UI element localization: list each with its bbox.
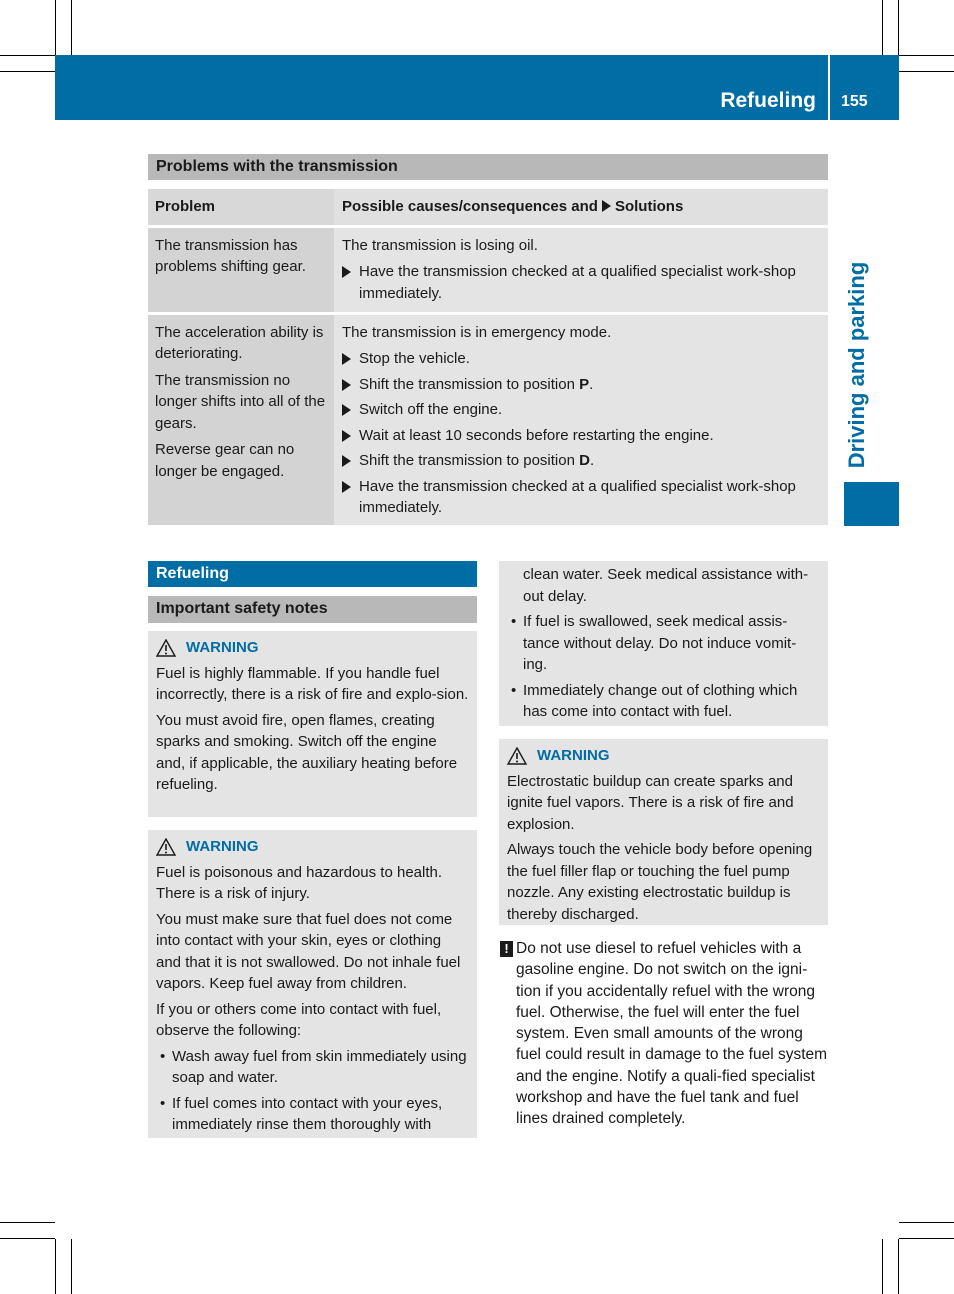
warning-header xyxy=(156,637,469,659)
page-number-box xyxy=(830,55,899,120)
transmission-table xyxy=(148,189,828,525)
warning-text: You must make sure that fuel does not come into contact with your skin, eyes or clothing and that it is not swallowed. Do not inhale fuel vapors. Keep fuel away from children. xyxy=(156,910,461,992)
subsection-title-safety: Important safety notes xyxy=(148,596,477,623)
step-text: Shift the transmission to position xyxy=(359,375,580,393)
arrow-right-icon xyxy=(342,430,351,442)
note-block xyxy=(499,938,829,1130)
warning-icon xyxy=(156,838,176,856)
warning-text: Fuel is poisonous and hazardous to health. There is a risk of injury. xyxy=(156,863,443,902)
page-number: 155 xyxy=(841,93,868,110)
side-tab-marker xyxy=(844,482,899,526)
warning-label: WARNING xyxy=(537,747,610,764)
crop-mark xyxy=(71,0,72,55)
step-text: Stop the vehicle. xyxy=(359,350,470,367)
step-item xyxy=(342,450,820,472)
crop-mark xyxy=(898,1239,899,1294)
warning-box xyxy=(148,631,477,817)
warning-icon xyxy=(156,639,176,657)
crop-mark xyxy=(0,1238,55,1239)
header-title: Refueling xyxy=(720,89,816,112)
crop-mark xyxy=(899,71,954,72)
crop-mark xyxy=(0,55,55,56)
step-text: Have the transmission checked at a qualified specialist work-shop immediately. xyxy=(359,263,796,302)
step-item xyxy=(342,425,820,447)
bullet-item: • If fuel comes into contact with your eyes, immediately rinse them thoroughly with xyxy=(156,1093,469,1136)
warning-text: Always touch the vehicle body before opening the fuel filler flap or touching the fuel pump nozzle. Any existing electrostatic buildup is thereby discharged. xyxy=(507,841,813,923)
solution-cell xyxy=(334,228,828,312)
crop-mark xyxy=(0,1222,55,1223)
crop-mark xyxy=(899,55,954,56)
period: . xyxy=(589,375,594,393)
problem-text: The acceleration ability is deteriorating. xyxy=(155,323,324,362)
table-row xyxy=(148,315,828,525)
table-row xyxy=(148,228,828,312)
warning-box xyxy=(499,739,828,925)
table-header-row xyxy=(148,189,828,225)
step-text: Have the transmission checked at a qualified specialist work-shop immediately. xyxy=(359,477,796,516)
header-solutions-label-b: Solutions xyxy=(614,198,684,215)
side-tab xyxy=(840,255,874,475)
crop-mark xyxy=(882,0,883,55)
crop-mark xyxy=(55,0,56,55)
warning-text: You must avoid fire, open flames, creating sparks and smoking. Switch off the engine and, if applicable, the auxiliary heating before refueling. xyxy=(156,711,458,793)
crop-mark xyxy=(899,1238,954,1239)
header-problem: Problem xyxy=(148,189,334,225)
arrow-right-icon xyxy=(342,266,351,278)
warning-header xyxy=(156,836,469,858)
header-solutions-label: Possible causes/consequences and xyxy=(342,198,598,215)
problem-text: The transmission has problems shifting gear. xyxy=(155,236,306,275)
crop-mark xyxy=(0,71,55,72)
arrow-right-icon xyxy=(342,481,351,493)
cause-text: The transmission is losing oil. xyxy=(342,236,538,254)
warning-continuation-box xyxy=(499,561,828,726)
step-text: Switch off the engine. xyxy=(359,401,503,418)
note-text: Do not use diesel to refuel vehicles with a gasoline engine. Do not switch on the igni-tion if you accidentally refuel with the wrong fuel. Otherwise, the fuel will enter the fuel system. Even small amounts of the wrong fuel could result in damage to the fuel system and the engine. Notify a quali-fied specialist workshop and have the fuel tank and fuel lines drained completely. xyxy=(516,940,828,1128)
crop-mark xyxy=(899,1222,954,1223)
step-text: Shift the transmission to position xyxy=(359,452,580,469)
step-item xyxy=(342,476,820,519)
warning-label: WARNING xyxy=(186,639,259,656)
step-item xyxy=(342,261,820,304)
position-p: P xyxy=(579,375,590,393)
warning-text: If you or others come into contact with fuel, observe the following: xyxy=(156,1000,442,1039)
section-title-transmission: Problems with the transmission xyxy=(148,154,828,180)
crop-mark xyxy=(898,0,899,55)
crop-mark xyxy=(882,1239,883,1294)
bullet-item: • Wash away fuel from skin immediately using soap and water. xyxy=(156,1046,469,1089)
section-title-refueling: Refueling xyxy=(148,561,477,587)
step-item xyxy=(342,374,820,396)
crop-mark xyxy=(71,1239,72,1294)
problem-text: The transmission no longer shifts into all of the gears. xyxy=(155,371,326,432)
problem-cell xyxy=(148,315,334,525)
solution-cell xyxy=(334,315,828,525)
step-item xyxy=(342,399,820,421)
warning-label: WARNING xyxy=(186,838,259,855)
side-tab-label: Driving and parking xyxy=(844,261,869,469)
header-solutions xyxy=(334,189,828,225)
exclamation-icon: ! xyxy=(500,941,513,957)
arrow-right-icon xyxy=(342,455,351,467)
bullet-item: • If fuel is swallowed, seek medical assis-tance without delay. Do not induce vomit-ing. xyxy=(507,611,820,676)
arrow-right-icon xyxy=(342,404,351,416)
warning-text: Electrostatic buildup can create sparks and ignite fuel vapors. There is a risk of fire and explosion. xyxy=(507,772,794,833)
arrow-right-icon xyxy=(602,200,611,212)
crop-mark xyxy=(55,1239,56,1294)
period: . xyxy=(589,452,595,469)
warning-icon xyxy=(507,747,527,765)
header-bar xyxy=(55,55,828,120)
problem-text: Reverse gear can no longer be engaged. xyxy=(155,441,295,480)
cause-text: The transmission is in emergency mode. xyxy=(342,323,612,341)
arrow-right-icon xyxy=(342,379,351,391)
bullet-item: • Immediately change out of clothing which has come into contact with fuel. xyxy=(507,680,820,723)
step-text: Wait at least 10 seconds before restarting the engine. xyxy=(359,426,714,444)
arrow-right-icon xyxy=(342,353,351,365)
problem-cell xyxy=(148,228,334,312)
position-d: D xyxy=(579,452,590,469)
warning-box xyxy=(148,830,477,1138)
warning-header xyxy=(507,745,820,767)
step-item xyxy=(342,348,820,370)
continuation-text: clean water. Seek medical assistance with-out delay. xyxy=(523,566,809,605)
warning-text: Fuel is highly flammable. If you handle fuel incorrectly, there is a risk of fire and explo-sion. xyxy=(156,664,469,703)
